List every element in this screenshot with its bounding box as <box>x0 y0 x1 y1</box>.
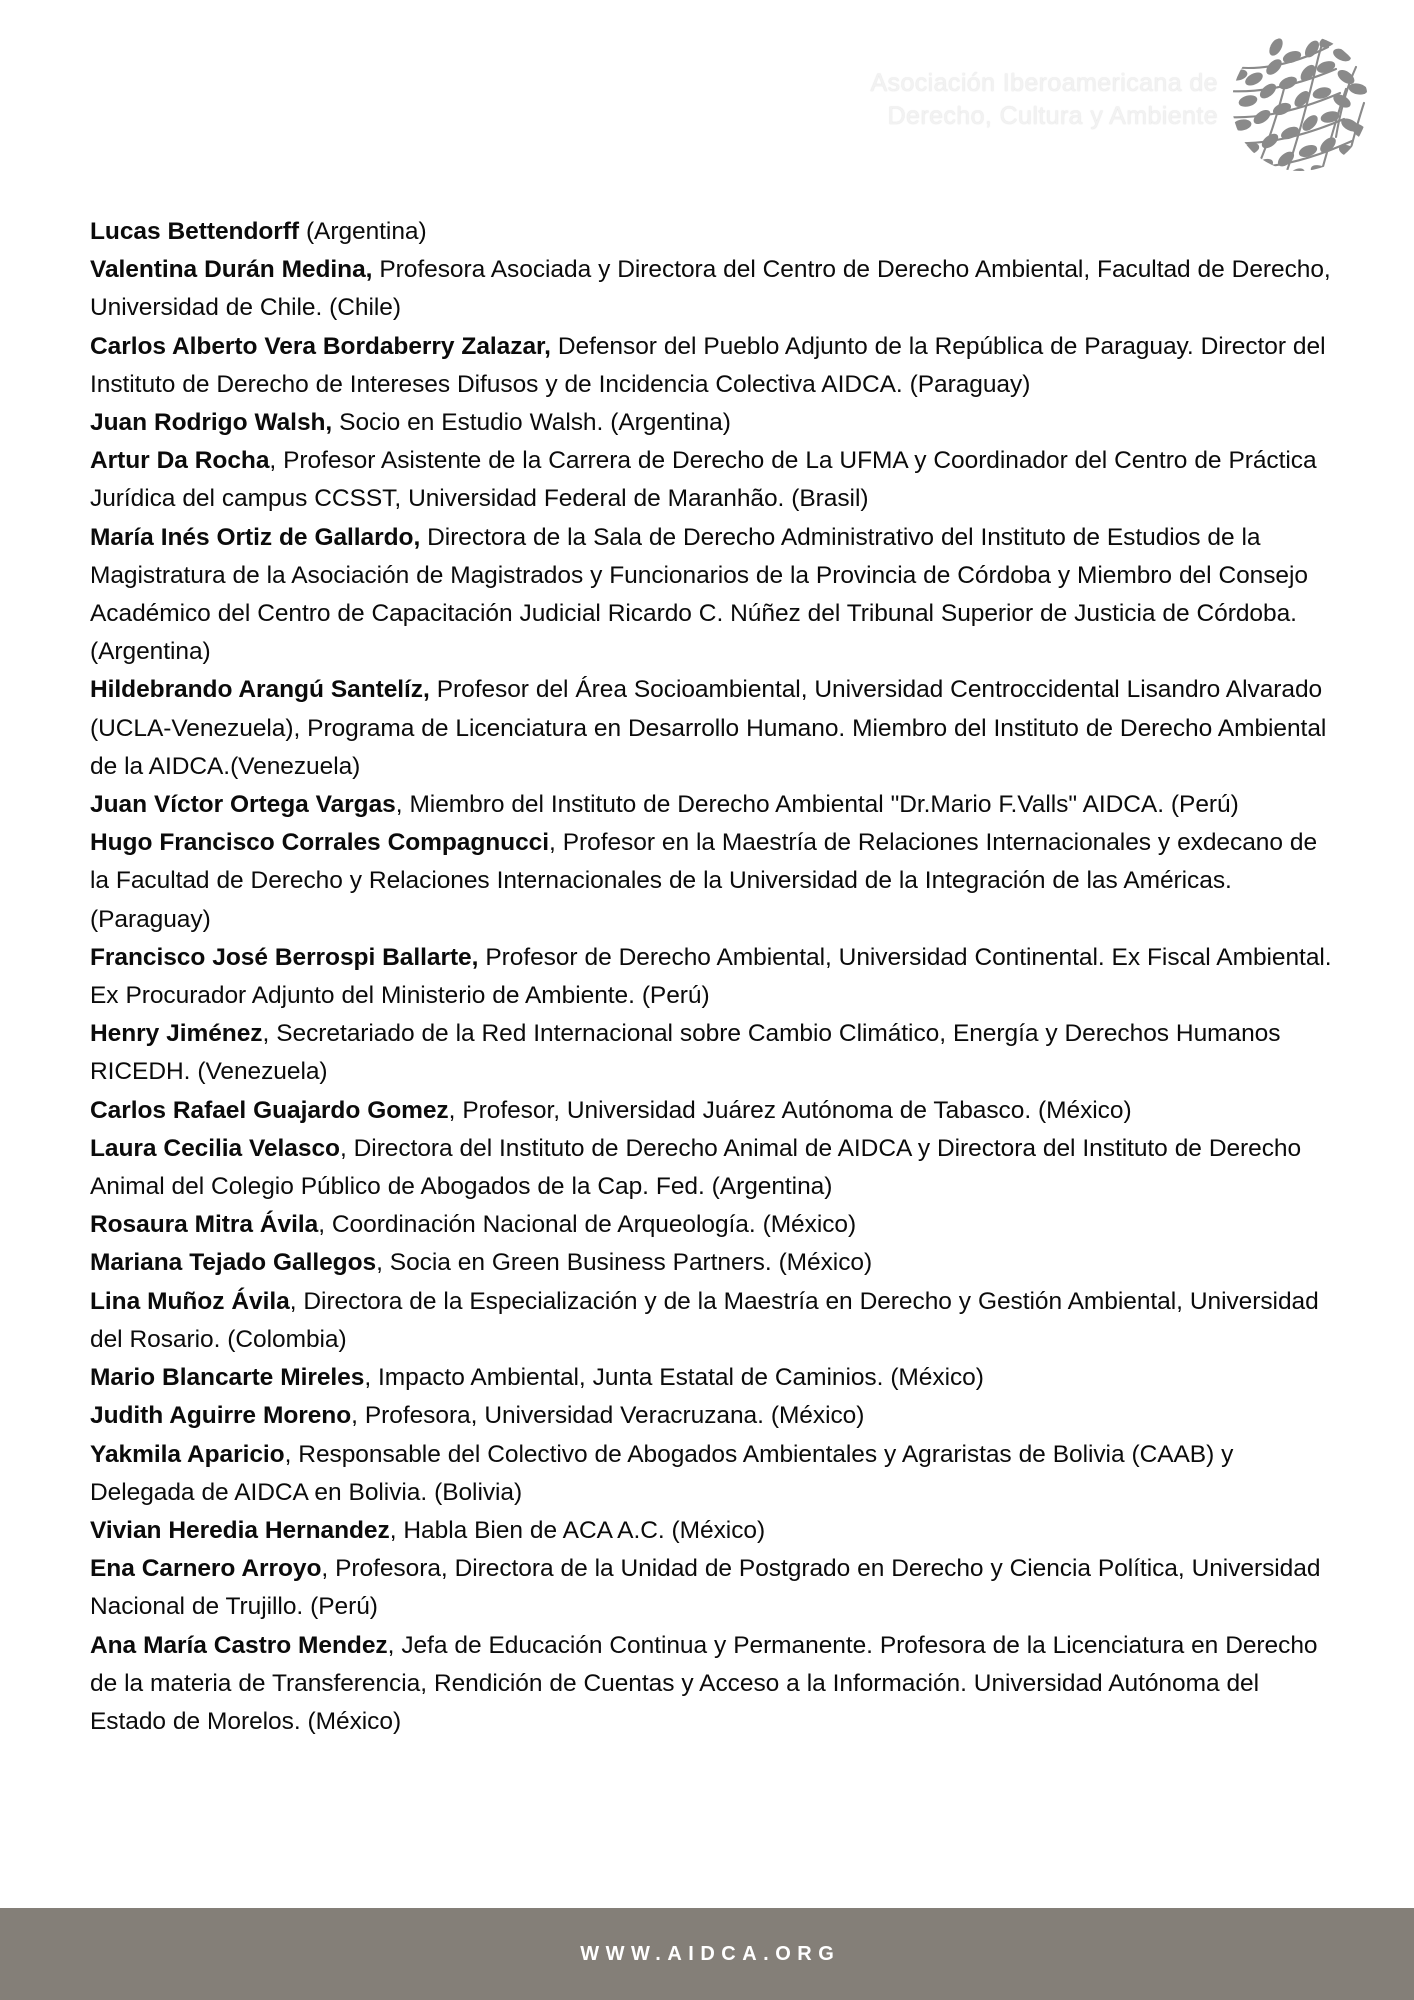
organization-name-line-1: Asociación Iberoamericana de <box>870 69 1218 97</box>
member-entry <box>90 328 1332 404</box>
member-name: Yakmila Aparicio <box>90 1440 285 1468</box>
member-name: Juan Víctor Ortega Vargas <box>90 791 396 819</box>
member-description: , Responsable del Colectivo de Abogados Ambientales y Agraristas de Bolivia (CAAB) y Delegada de AIDCA en Bolivia. (Bolivia) <box>90 1440 1234 1506</box>
member-name: Carlos Rafael Guajardo Gomez <box>90 1096 449 1124</box>
member-description: Profesora Asociada y Directora del Centro de Derecho Ambiental, Facultad de Derecho, Universidad de Chile. (Chile) <box>90 256 1331 322</box>
member-name: Ena Carnero Arroyo <box>90 1555 322 1583</box>
member-description: , Profesor, Universidad Juárez Autónoma de Tabasco. (México) <box>448 1096 1132 1124</box>
member-name: Vivian Heredia Hernandez <box>90 1516 390 1544</box>
member-entry <box>90 442 1332 518</box>
member-description: Profesor del Área Socioambiental, Universidad Centroccidental Lisandro Alvarado (UCLA-Venezuela), Programa de Licenciatura en Desarrollo Humano. Miembro del Instituto de Derecho Ambiental de la AIDCA.(Venezuela) <box>90 676 1327 780</box>
member-entry <box>90 1283 1332 1359</box>
member-description: , Directora de la Especialización y de la Maestría en Derecho y Gestión Ambiental, Universidad del Rosario. (Colombia) <box>90 1287 1319 1353</box>
member-entry <box>90 1512 1332 1550</box>
page-footer <box>0 1908 1414 2000</box>
member-name: Rosaura Mitra Ávila <box>90 1211 319 1239</box>
member-name: Judith Aguirre Moreno <box>90 1402 352 1430</box>
footer-website-url[interactable]: WWW.AIDCA.ORG <box>580 1942 841 1965</box>
member-name: Henry Jiménez <box>90 1020 263 1048</box>
member-entry <box>90 1015 1332 1091</box>
member-description: Socio en Estudio Walsh. (Argentina) <box>332 409 731 437</box>
member-description: Directora de la Sala de Derecho Administrativo del Instituto de Estudios de la Magistratura de la Asociación de Magistrados y Funcionarios de la Provincia de Córdoba y Miembro del Consejo Académico del Centro de Capacitación Judicial Ricardo C. Núñez del Tribunal Superior de Justicia de Córdoba. (Argentina) <box>90 523 1308 666</box>
member-name: Mario Blancarte Mireles <box>90 1364 365 1392</box>
member-name: Artur Da Rocha <box>90 447 270 475</box>
page-header <box>0 0 1414 205</box>
member-description: , Habla Bien de ACA A.C. (México) <box>389 1516 766 1544</box>
organization-name-line-2: Derecho, Cultura y Ambiente <box>887 101 1218 130</box>
member-entry <box>90 786 1332 824</box>
member-description: , Impacto Ambiental, Junta Estatal de Caminios. (México) <box>364 1364 984 1392</box>
member-description: , Directora del Instituto de Derecho Animal de AIDCA y Directora del Instituto de Derecho Animal del Colegio Público de Abogados de la Cap. Fed. (Argentina) <box>90 1134 1302 1201</box>
member-entry <box>90 251 1332 327</box>
member-description: Profesor de Derecho Ambiental, Universidad Continental. Ex Fiscal Ambiental. Ex Procurador Adjunto del Ministerio de Ambiente. (Perú) <box>90 943 1332 1010</box>
member-name: Ana María Castro Mendez <box>90 1631 388 1659</box>
member-name: Juan Rodrigo Walsh, <box>90 409 333 437</box>
member-entry-list <box>90 213 1332 1741</box>
member-name: Lucas Bettendorff <box>90 218 299 245</box>
member-entry <box>90 1436 1332 1512</box>
member-description: (Argentina) <box>298 218 427 245</box>
member-name: Hildebrando Arangú Santelíz, <box>90 676 430 704</box>
member-name: Laura Cecilia Velasco <box>90 1134 340 1162</box>
member-description: , Secretariado de la Red Internacional sobre Cambio Climático, Energía y Derechos Humanos RICEDH. (Venezuela) <box>90 1020 1281 1086</box>
member-entry <box>90 1130 1332 1206</box>
member-name: Hugo Francisco Corrales Compagnucci <box>90 829 550 857</box>
member-description: Defensor del Pueblo Adjunto de la República de Paraguay. Director del Instituto de Derecho de Intereses Difusos y de Incidencia Colectiva AIDCA. (Paraguay) <box>90 332 1326 398</box>
member-entry <box>90 671 1332 786</box>
member-name: Francisco José Berrospi Ballarte, <box>90 943 479 971</box>
member-description: , Coordinación Nacional de Arqueología. (México) <box>318 1211 857 1239</box>
member-entry <box>90 213 1332 251</box>
member-entry <box>90 404 1332 442</box>
organization-name <box>870 67 1218 138</box>
member-entry <box>90 939 1332 1015</box>
tree-leaves-circle-logo-icon <box>1224 27 1376 179</box>
member-entry <box>90 1397 1332 1435</box>
member-entry <box>90 1550 1332 1626</box>
member-entry <box>90 1244 1332 1282</box>
member-name: Mariana Tejado Gallegos <box>90 1249 377 1277</box>
member-entry <box>90 1092 1332 1130</box>
member-name: Valentina Durán Medina, <box>90 256 373 284</box>
member-name: Carlos Alberto Vera Bordaberry Zalazar, <box>90 332 551 360</box>
member-description: , Profesor en la Maestría de Relaciones Internacionales y exdecano de la Facultad de Derecho y Relaciones Internacionales de la Universidad de la Integración de las Américas. (Paraguay) <box>90 829 1318 933</box>
member-description: , Profesor Asistente de la Carrera de Derecho de La UFMA y Coordinador del Centro de Práctica Jurídica del campus CCSST, Universidad Federal de Maranhão. (Brasil) <box>90 447 1317 513</box>
document-body <box>0 205 1414 1908</box>
member-entry <box>90 1627 1332 1742</box>
member-description: , Socia en Green Business Partners. (México) <box>376 1249 873 1277</box>
member-entry <box>90 519 1332 672</box>
member-entry <box>90 1359 1332 1397</box>
member-name: Lina Muñoz Ávila <box>90 1287 290 1315</box>
member-description: , Profesora, Universidad Veracruzana. (México) <box>351 1402 865 1430</box>
member-name: María Inés Ortiz de Gallardo, <box>90 523 421 551</box>
member-entry <box>90 1206 1332 1244</box>
member-description: , Miembro del Instituto de Derecho Ambiental "Dr.Mario F.Valls" AIDCA. (Perú) <box>395 791 1239 819</box>
member-description: , Jefa de Educación Continua y Permanente. Profesora de la Licenciatura en Derecho de la materia de Transferencia, Rendición de Cuentas y Acceso a la Información. Universidad Autónoma del Estado de Morelos. (México) <box>90 1631 1318 1735</box>
member-entry <box>90 824 1332 939</box>
brand-block <box>870 27 1376 179</box>
member-description: , Profesora, Directora de la Unidad de Postgrado en Derecho y Ciencia Política, Universidad Nacional de Trujillo. (Perú) <box>90 1555 1321 1621</box>
